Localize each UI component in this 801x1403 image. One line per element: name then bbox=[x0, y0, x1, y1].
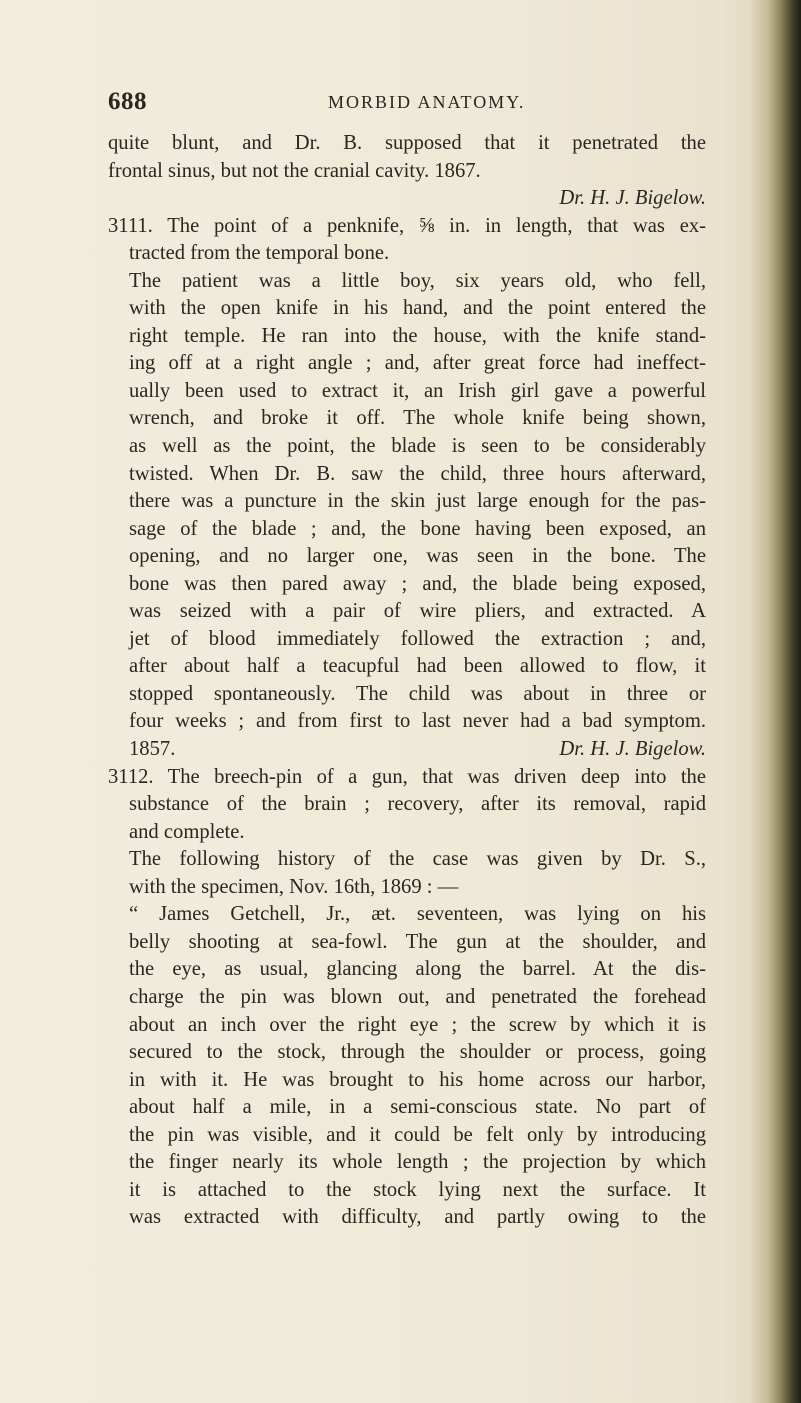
specimen-entry-3112: 3112. The breech-pin of a gun, that was driven deep into the bbox=[108, 765, 706, 788]
text-line: there was a puncture in the skin just large enough for the pas- bbox=[129, 490, 706, 513]
text-line: was seized with a pair of wire pliers, and extracted. A bbox=[129, 600, 706, 623]
text-line: about half a mile, in a semi-conscious state. No part of bbox=[129, 1096, 706, 1119]
text-line: ing off at a right angle ; and, after great force had ineffect- bbox=[129, 352, 706, 375]
date-signature-row bbox=[108, 736, 706, 764]
page-header bbox=[108, 88, 708, 118]
text-line: ually been used to extract it, an Irish girl gave a powerful bbox=[129, 379, 706, 402]
page-number: 688 bbox=[108, 88, 147, 115]
text-line: quite blunt, and Dr. B. supposed that it penetrated the bbox=[108, 132, 706, 154]
text-line: tracted from the temporal bone. bbox=[129, 242, 390, 265]
author-signature: Dr. H. J. Bigelow. bbox=[559, 738, 706, 761]
text-line: sage of the blade ; and, the bone having been exposed, an bbox=[129, 517, 706, 540]
text-line: in with it. He was brought to his home across our harbor, bbox=[129, 1068, 706, 1091]
text-line: the eye, as usual, glancing along the barrel. At the dis- bbox=[129, 958, 706, 981]
text-line: opening, and no larger one, was seen in the bone. The bbox=[129, 545, 706, 568]
text-line: jet of blood immediately followed the extraction ; and, bbox=[129, 627, 706, 650]
text-line: The patient was a little boy, six years old, who fell, bbox=[129, 269, 706, 292]
text-line: four weeks ; and from first to last never had a bad symptom. bbox=[129, 710, 706, 733]
text-line: stopped spontaneously. The child was about in three or bbox=[129, 682, 706, 705]
text-line: charge the pin was blown out, and penetrated the forehead bbox=[129, 985, 706, 1008]
specimen-entry-3111: 3111. The point of a penknife, ⅝ in. in length, that was ex- bbox=[108, 214, 706, 237]
text-line: the pin was visible, and it could be felt only by introducing bbox=[129, 1123, 706, 1146]
text-line: wrench, and broke it off. The whole knife being shown, bbox=[129, 407, 706, 430]
text-line: substance of the brain ; recovery, after its removal, rapid bbox=[129, 793, 706, 816]
text-line: “ James Getchell, Jr., æt. seventeen, was lying on his bbox=[129, 903, 706, 926]
text-line: the finger nearly its whole length ; the projection by which bbox=[129, 1151, 706, 1174]
text-line: with the specimen, Nov. 16th, 1869 : — bbox=[129, 875, 459, 898]
text-line: secured to the stock, through the shoulder or process, going bbox=[129, 1041, 706, 1064]
text-line: The following history of the case was given by Dr. S., bbox=[129, 848, 706, 871]
text-line: and complete. bbox=[129, 820, 245, 843]
page-edge-shadow bbox=[749, 0, 801, 1403]
text-line: about an inch over the right eye ; the screw by which it is bbox=[129, 1013, 706, 1036]
text-line: bone was then pared away ; and, the blade being exposed, bbox=[129, 572, 706, 595]
text-line: twisted. When Dr. B. saw the child, three hours afterward, bbox=[129, 462, 706, 485]
author-signature: Dr. H. J. Bigelow. bbox=[559, 187, 706, 210]
body-text bbox=[108, 130, 706, 1232]
text-line: belly shooting at sea-fowl. The gun at the shoulder, and bbox=[129, 930, 706, 953]
text-line: right temple. He ran into the house, with the knife stand- bbox=[129, 324, 706, 347]
text-line: was extracted with difficulty, and partly owing to the bbox=[129, 1206, 706, 1229]
entry-year: 1857. bbox=[129, 738, 176, 761]
text-line: it is attached to the stock lying next the surface. It bbox=[129, 1178, 706, 1201]
running-title: MORBID ANATOMY. bbox=[328, 92, 526, 112]
text-line: with the open knife in his hand, and the point entered the bbox=[129, 297, 706, 320]
text-line: as well as the point, the blade is seen to be considerably bbox=[129, 435, 706, 458]
text-line: frontal sinus, but not the cranial cavity. 1867. bbox=[108, 159, 481, 182]
text-line: after about half a teacupful had been allowed to flow, it bbox=[129, 655, 706, 678]
